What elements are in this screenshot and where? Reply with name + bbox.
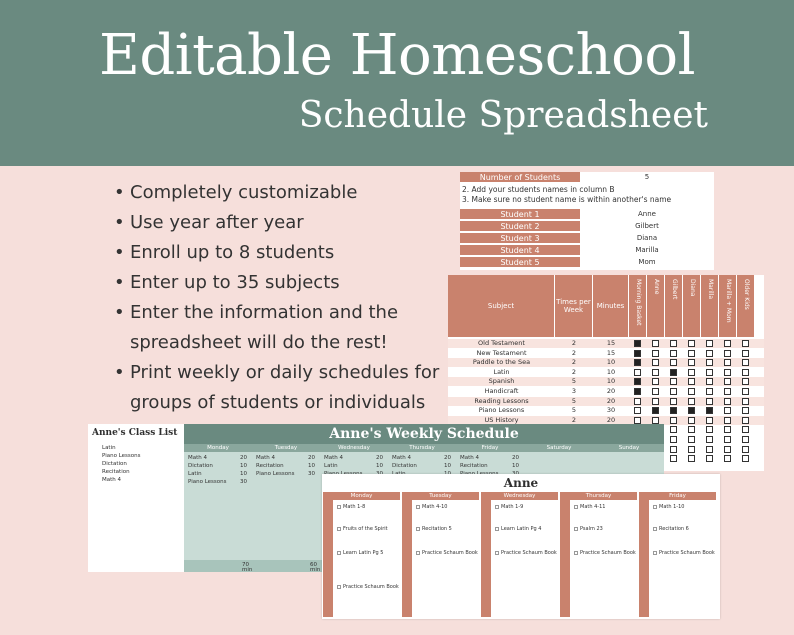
weekly-day-header bbox=[184, 444, 664, 452]
weekly-subject[interactable]: Math 4 bbox=[392, 455, 412, 461]
assign-checkbox[interactable] bbox=[634, 398, 641, 405]
assign-checkbox[interactable] bbox=[742, 369, 749, 376]
subject-name[interactable]: Old Testament bbox=[478, 339, 525, 347]
daily-task[interactable] bbox=[416, 526, 452, 532]
col-header-anne: Anne bbox=[647, 275, 665, 337]
feature-item: • Completely customizable bbox=[114, 178, 464, 208]
weekly-subject[interactable]: Math 4 bbox=[188, 455, 208, 461]
minutes-value[interactable]: 10 bbox=[606, 367, 616, 376]
daily-day-header: Thursday bbox=[560, 492, 637, 500]
subject-header: Subject bbox=[448, 275, 555, 337]
assign-checkbox[interactable] bbox=[742, 359, 749, 366]
assign-checkbox[interactable] bbox=[688, 398, 695, 405]
task-checkbox[interactable] bbox=[653, 527, 657, 531]
daily-task-label: Math 4-11 bbox=[580, 504, 606, 510]
assign-checkbox[interactable] bbox=[688, 455, 695, 462]
assign-checkbox[interactable] bbox=[706, 446, 713, 453]
assign-checkbox[interactable] bbox=[652, 398, 659, 405]
assign-checkbox[interactable] bbox=[652, 340, 659, 347]
subject-name[interactable]: Reading Lessons bbox=[474, 396, 529, 405]
minutes-header: Minutes bbox=[593, 275, 629, 337]
subject-row bbox=[448, 397, 764, 406]
daily-task[interactable] bbox=[337, 504, 365, 510]
weekly-subject[interactable]: Latin bbox=[188, 471, 202, 477]
assign-checkbox[interactable] bbox=[724, 388, 731, 395]
assign-checkbox[interactable] bbox=[634, 369, 641, 376]
subject-name[interactable]: US History bbox=[484, 415, 519, 424]
daily-task-label: Practice Schaum Book bbox=[343, 584, 399, 590]
daily-task[interactable] bbox=[337, 584, 399, 590]
assign-checkbox[interactable] bbox=[742, 350, 749, 357]
assign-checkbox[interactable] bbox=[688, 426, 695, 433]
col-header-diana: Diana bbox=[683, 275, 701, 337]
title-line-2: Schedule Spreadsheet bbox=[298, 95, 708, 136]
daily-task-label: Math 1-9 bbox=[501, 504, 524, 510]
assign-checkbox[interactable] bbox=[652, 417, 659, 424]
times-value[interactable]: 2 bbox=[571, 358, 577, 367]
daily-task[interactable] bbox=[574, 504, 605, 510]
times-value[interactable]: 2 bbox=[571, 339, 577, 347]
assign-checkbox[interactable] bbox=[706, 340, 713, 347]
assign-checkbox[interactable] bbox=[706, 436, 713, 443]
weekly-minutes: 20 bbox=[308, 455, 315, 461]
assign-checkbox[interactable] bbox=[706, 398, 713, 405]
assign-checkbox[interactable] bbox=[706, 388, 713, 395]
class-list-item: Recitation bbox=[102, 469, 130, 475]
daily-task[interactable] bbox=[495, 550, 557, 556]
task-checkbox[interactable] bbox=[574, 551, 578, 555]
assign-checkbox[interactable] bbox=[724, 436, 731, 443]
daily-day-header: Friday bbox=[639, 492, 716, 500]
daily-task-label: Fruits of the Spirit bbox=[343, 526, 388, 532]
daily-task-label: Recitation 6 bbox=[659, 526, 689, 532]
daily-task-label: Recitation 5 bbox=[422, 526, 452, 532]
daily-task[interactable] bbox=[416, 504, 447, 510]
weekly-minutes: 10 bbox=[444, 463, 451, 469]
feature-item-continued: groups of students or individuals bbox=[130, 392, 426, 413]
daily-task[interactable] bbox=[495, 504, 523, 510]
weekly-minutes: 20 bbox=[376, 455, 383, 461]
assign-checkbox[interactable] bbox=[706, 378, 713, 385]
feature-item-continued: spreadsheet will do the rest! bbox=[130, 332, 388, 353]
weekly-subject[interactable]: Dictation bbox=[188, 463, 213, 469]
student-label: Student 5 bbox=[460, 257, 580, 268]
feature-item: • Use year after year bbox=[114, 208, 464, 238]
minutes-value[interactable]: 10 bbox=[606, 377, 616, 386]
student-name[interactable]: Marilla bbox=[635, 246, 659, 254]
assign-checkbox[interactable] bbox=[688, 350, 695, 357]
class-list-item: Latin bbox=[102, 445, 116, 451]
assign-checkbox[interactable] bbox=[724, 417, 731, 424]
assign-checkbox[interactable] bbox=[670, 398, 677, 405]
feature-item: • Print weekly or daily schedules for bbox=[114, 358, 464, 388]
times-value[interactable]: 3 bbox=[571, 387, 577, 395]
total-unit: min bbox=[242, 567, 253, 573]
task-checkbox[interactable] bbox=[653, 551, 657, 555]
assign-checkbox[interactable] bbox=[670, 455, 677, 462]
assign-checkbox[interactable] bbox=[688, 369, 695, 376]
subject-row bbox=[448, 377, 764, 386]
class-list-item: Dictation bbox=[102, 461, 127, 467]
assign-checkbox[interactable] bbox=[724, 340, 731, 347]
assign-checkbox[interactable] bbox=[724, 398, 731, 405]
assign-checkbox[interactable] bbox=[634, 417, 641, 424]
weekly-minutes: 10 bbox=[308, 463, 315, 469]
weekly-minutes: 10 bbox=[376, 463, 383, 469]
total-minutes: 70 bbox=[242, 562, 249, 568]
weekly-minutes: 10 bbox=[240, 471, 247, 477]
task-checkbox[interactable] bbox=[337, 527, 341, 531]
daily-task-label: Practice Schaum Book bbox=[580, 550, 636, 556]
weekly-subject[interactable]: Dictation bbox=[392, 463, 417, 469]
feature-item: • Enter up to 35 subjects bbox=[114, 268, 464, 298]
weekly-minutes: 30 bbox=[308, 471, 315, 477]
weekly-subject[interactable]: Piano Lessons bbox=[256, 471, 295, 477]
minutes-value[interactable]: 20 bbox=[606, 387, 616, 395]
assign-checkbox[interactable] bbox=[688, 417, 695, 424]
daily-task-label: Practice Schaum Book bbox=[501, 550, 557, 556]
assign-checkbox[interactable] bbox=[688, 388, 695, 395]
task-checkbox[interactable] bbox=[416, 551, 420, 555]
assign-checkbox[interactable] bbox=[634, 407, 641, 414]
title-line-1: Editable Homeschool bbox=[98, 23, 696, 88]
assign-checkbox[interactable] bbox=[634, 388, 641, 395]
assign-checkbox[interactable] bbox=[670, 369, 677, 376]
student-label: Student 3 bbox=[460, 233, 580, 244]
assign-checkbox[interactable] bbox=[652, 369, 659, 376]
daily-side-bar bbox=[323, 500, 333, 617]
assign-checkbox[interactable] bbox=[742, 446, 749, 453]
weekly-minutes: 20 bbox=[444, 455, 451, 461]
day-label: Saturday bbox=[546, 445, 572, 451]
subject-name[interactable]: New Testament bbox=[476, 348, 527, 357]
assign-checkbox[interactable] bbox=[742, 340, 749, 347]
weekly-minutes: 20 bbox=[240, 455, 247, 461]
assign-checkbox[interactable] bbox=[742, 407, 749, 414]
task-checkbox[interactable] bbox=[574, 527, 578, 531]
assign-checkbox[interactable] bbox=[706, 359, 713, 366]
weekly-minutes: 10 bbox=[240, 463, 247, 469]
assign-checkbox[interactable] bbox=[706, 407, 713, 414]
daily-side-bar bbox=[560, 500, 570, 617]
daily-task[interactable] bbox=[653, 504, 684, 510]
class-list-item: Math 4 bbox=[102, 477, 122, 483]
assign-checkbox[interactable] bbox=[652, 378, 659, 385]
daily-side-bar bbox=[402, 500, 412, 617]
task-checkbox[interactable] bbox=[574, 505, 578, 509]
daily-side-bar bbox=[639, 500, 649, 617]
times-value[interactable]: 2 bbox=[571, 367, 577, 376]
student-label: Student 2 bbox=[460, 221, 580, 232]
task-checkbox[interactable] bbox=[495, 551, 499, 555]
subject-row bbox=[448, 368, 764, 377]
minutes-value[interactable]: 15 bbox=[606, 339, 616, 347]
daily-day-header: Wednesday bbox=[481, 492, 558, 500]
times-value[interactable]: 2 bbox=[571, 415, 577, 424]
day-label: Tuesday bbox=[274, 445, 298, 451]
assign-checkbox[interactable] bbox=[652, 407, 659, 414]
total-unit: min bbox=[310, 567, 321, 573]
task-checkbox[interactable] bbox=[653, 505, 657, 509]
times-value[interactable]: 2 bbox=[571, 348, 577, 357]
assign-checkbox[interactable] bbox=[688, 436, 695, 443]
student-name[interactable]: Gilbert bbox=[635, 222, 659, 230]
task-checkbox[interactable] bbox=[337, 585, 341, 589]
times-header: Times per Week bbox=[555, 275, 593, 337]
daily-task-label: Practice Schaum Book bbox=[659, 550, 715, 556]
assign-checkbox[interactable] bbox=[742, 398, 749, 405]
minutes-value[interactable]: 20 bbox=[606, 396, 616, 405]
weekly-subject[interactable]: Recitation bbox=[460, 463, 488, 469]
task-checkbox[interactable] bbox=[337, 551, 341, 555]
assign-checkbox[interactable] bbox=[652, 350, 659, 357]
weekly-subject[interactable]: Math 4 bbox=[324, 455, 344, 461]
daily-task-label: Learn Latin Pg 4 bbox=[501, 526, 542, 532]
instruction-2: 2. Add your students names in column B bbox=[462, 185, 615, 194]
col-header-older-kids: Older Kids bbox=[737, 275, 755, 337]
assign-checkbox[interactable] bbox=[724, 350, 731, 357]
assign-checkbox[interactable] bbox=[724, 369, 731, 376]
class-list-item: Piano Lessons bbox=[102, 453, 141, 459]
col-header-morning-basket: Morning Basket bbox=[629, 275, 647, 337]
assign-checkbox[interactable] bbox=[742, 436, 749, 443]
weekly-schedule-title: Anne's Weekly Schedule bbox=[184, 424, 664, 444]
weekly-minutes: 10 bbox=[512, 463, 519, 469]
assign-checkbox[interactable] bbox=[742, 378, 749, 385]
assign-checkbox[interactable] bbox=[742, 417, 749, 424]
col-header-marilla: Marilla bbox=[701, 275, 719, 337]
daily-task[interactable] bbox=[416, 550, 478, 556]
day-label: Friday bbox=[481, 445, 499, 451]
assign-checkbox[interactable] bbox=[724, 455, 731, 462]
subject-name[interactable]: Handicraft bbox=[484, 387, 519, 395]
students-settings-panel bbox=[460, 172, 714, 270]
assign-checkbox[interactable] bbox=[724, 426, 731, 433]
student-name-title: Anne bbox=[503, 476, 539, 490]
class-list-items bbox=[102, 444, 141, 484]
assign-checkbox[interactable] bbox=[706, 426, 713, 433]
daily-day-header: Tuesday bbox=[402, 492, 479, 500]
assign-checkbox[interactable] bbox=[688, 446, 695, 453]
minutes-value[interactable]: 30 bbox=[606, 406, 616, 415]
assign-checkbox[interactable] bbox=[706, 417, 713, 424]
assign-checkbox[interactable] bbox=[670, 417, 677, 424]
daily-task-label: Math 4-10 bbox=[422, 504, 448, 510]
minutes-value[interactable]: 10 bbox=[606, 358, 616, 367]
feature-list bbox=[114, 178, 464, 418]
weekly-minutes: 30 bbox=[240, 479, 247, 485]
student-name[interactable]: Diana bbox=[636, 234, 658, 242]
daily-task-label: Practice Schaum Book bbox=[422, 550, 478, 556]
day-label: Wednesday bbox=[338, 445, 370, 451]
assign-checkbox[interactable] bbox=[706, 350, 713, 357]
number-of-students-value[interactable]: 5 bbox=[644, 173, 650, 181]
feature-item: • Enroll up to 8 students bbox=[114, 238, 464, 268]
subject-name[interactable]: Piano Lessons bbox=[478, 406, 525, 415]
subject-row bbox=[448, 406, 764, 415]
task-checkbox[interactable] bbox=[495, 527, 499, 531]
day-label: Thursday bbox=[409, 445, 435, 451]
assign-checkbox[interactable] bbox=[634, 378, 641, 385]
assign-checkbox[interactable] bbox=[670, 378, 677, 385]
daily-task-label: Math 1-10 bbox=[659, 504, 685, 510]
weekly-subject[interactable]: Latin bbox=[324, 463, 338, 469]
task-checkbox[interactable] bbox=[495, 505, 499, 509]
col-header-gilbert: Gilbert bbox=[665, 275, 683, 337]
minutes-value[interactable]: 20 bbox=[606, 415, 616, 424]
daily-task[interactable] bbox=[653, 550, 715, 556]
assign-checkbox[interactable] bbox=[670, 426, 677, 433]
assign-checkbox[interactable] bbox=[652, 388, 659, 395]
subject-name[interactable]: Latin bbox=[493, 367, 510, 376]
weekly-minutes: 20 bbox=[512, 455, 519, 461]
daily-day-header: Monday bbox=[323, 492, 400, 500]
daily-task[interactable] bbox=[574, 550, 636, 556]
feature-item: • Enter the information and the bbox=[114, 298, 464, 328]
student-name[interactable]: Mom bbox=[638, 258, 656, 266]
col-header-marilla-mom: Marilla + Mom bbox=[719, 275, 737, 337]
assign-checkbox[interactable] bbox=[670, 436, 677, 443]
assign-checkbox[interactable] bbox=[670, 350, 677, 357]
times-value[interactable]: 5 bbox=[571, 377, 577, 386]
assign-checkbox[interactable] bbox=[724, 446, 731, 453]
assign-checkbox[interactable] bbox=[688, 407, 695, 414]
assign-checkbox[interactable] bbox=[634, 340, 641, 347]
task-checkbox[interactable] bbox=[416, 505, 420, 509]
assign-checkbox[interactable] bbox=[670, 407, 677, 414]
student-label: Student 4 bbox=[460, 245, 580, 256]
daily-task[interactable] bbox=[337, 550, 383, 556]
subject-row bbox=[448, 349, 764, 358]
assign-checkbox[interactable] bbox=[706, 369, 713, 376]
assign-checkbox[interactable] bbox=[652, 359, 659, 366]
assign-checkbox[interactable] bbox=[688, 359, 695, 366]
assign-checkbox[interactable] bbox=[724, 407, 731, 414]
minutes-value[interactable]: 15 bbox=[606, 348, 616, 357]
daily-task-label: Learn Latin Pg 5 bbox=[343, 550, 384, 556]
subject-name[interactable]: Paddle to the Sea bbox=[472, 358, 531, 367]
daily-task-label: Math 1-8 bbox=[343, 504, 366, 510]
student-name[interactable]: Anne bbox=[638, 210, 656, 218]
subject-name[interactable]: Spanish bbox=[488, 377, 515, 386]
weekly-subject[interactable]: Recitation bbox=[256, 463, 284, 469]
subject-row bbox=[448, 358, 764, 367]
subject-row bbox=[448, 387, 764, 396]
instruction-3: 3. Make sure no student name is within another's name bbox=[462, 195, 672, 204]
daily-schedule-panel bbox=[322, 474, 720, 619]
assign-checkbox[interactable] bbox=[688, 340, 695, 347]
daily-task[interactable] bbox=[653, 526, 689, 532]
day-label: Sunday bbox=[618, 445, 640, 451]
times-value[interactable]: 5 bbox=[571, 406, 577, 415]
assign-checkbox[interactable] bbox=[724, 378, 731, 385]
task-checkbox[interactable] bbox=[416, 527, 420, 531]
subject-row bbox=[448, 339, 764, 348]
total-minutes: 60 bbox=[310, 562, 317, 568]
assign-checkbox[interactable] bbox=[670, 388, 677, 395]
number-of-students-label: Number of Students bbox=[460, 172, 580, 183]
assign-checkbox[interactable] bbox=[742, 388, 749, 395]
daily-task[interactable] bbox=[495, 526, 541, 532]
assign-checkbox[interactable] bbox=[742, 455, 749, 462]
daily-task[interactable] bbox=[574, 526, 603, 532]
assign-checkbox[interactable] bbox=[634, 350, 641, 357]
assign-checkbox[interactable] bbox=[688, 378, 695, 385]
assign-checkbox[interactable] bbox=[634, 359, 641, 366]
times-value[interactable]: 5 bbox=[571, 396, 577, 405]
weekly-subject[interactable]: Math 4 bbox=[256, 455, 276, 461]
daily-side-bar bbox=[481, 500, 491, 617]
assign-checkbox[interactable] bbox=[724, 359, 731, 366]
student-label: Student 1 bbox=[460, 209, 580, 220]
task-checkbox[interactable] bbox=[337, 505, 341, 509]
daily-task-label: Psalm 23 bbox=[580, 526, 603, 532]
assign-checkbox[interactable] bbox=[742, 426, 749, 433]
assign-checkbox[interactable] bbox=[670, 340, 677, 347]
day-label: Monday bbox=[207, 445, 229, 451]
assign-checkbox[interactable] bbox=[670, 359, 677, 366]
assign-checkbox[interactable] bbox=[670, 446, 677, 453]
class-list-title: Anne's Class List bbox=[92, 428, 178, 438]
assign-checkbox[interactable] bbox=[706, 455, 713, 462]
weekly-subject[interactable]: Piano Lessons bbox=[188, 479, 227, 485]
daily-task[interactable] bbox=[337, 526, 388, 532]
weekly-subject[interactable]: Math 4 bbox=[460, 455, 480, 461]
